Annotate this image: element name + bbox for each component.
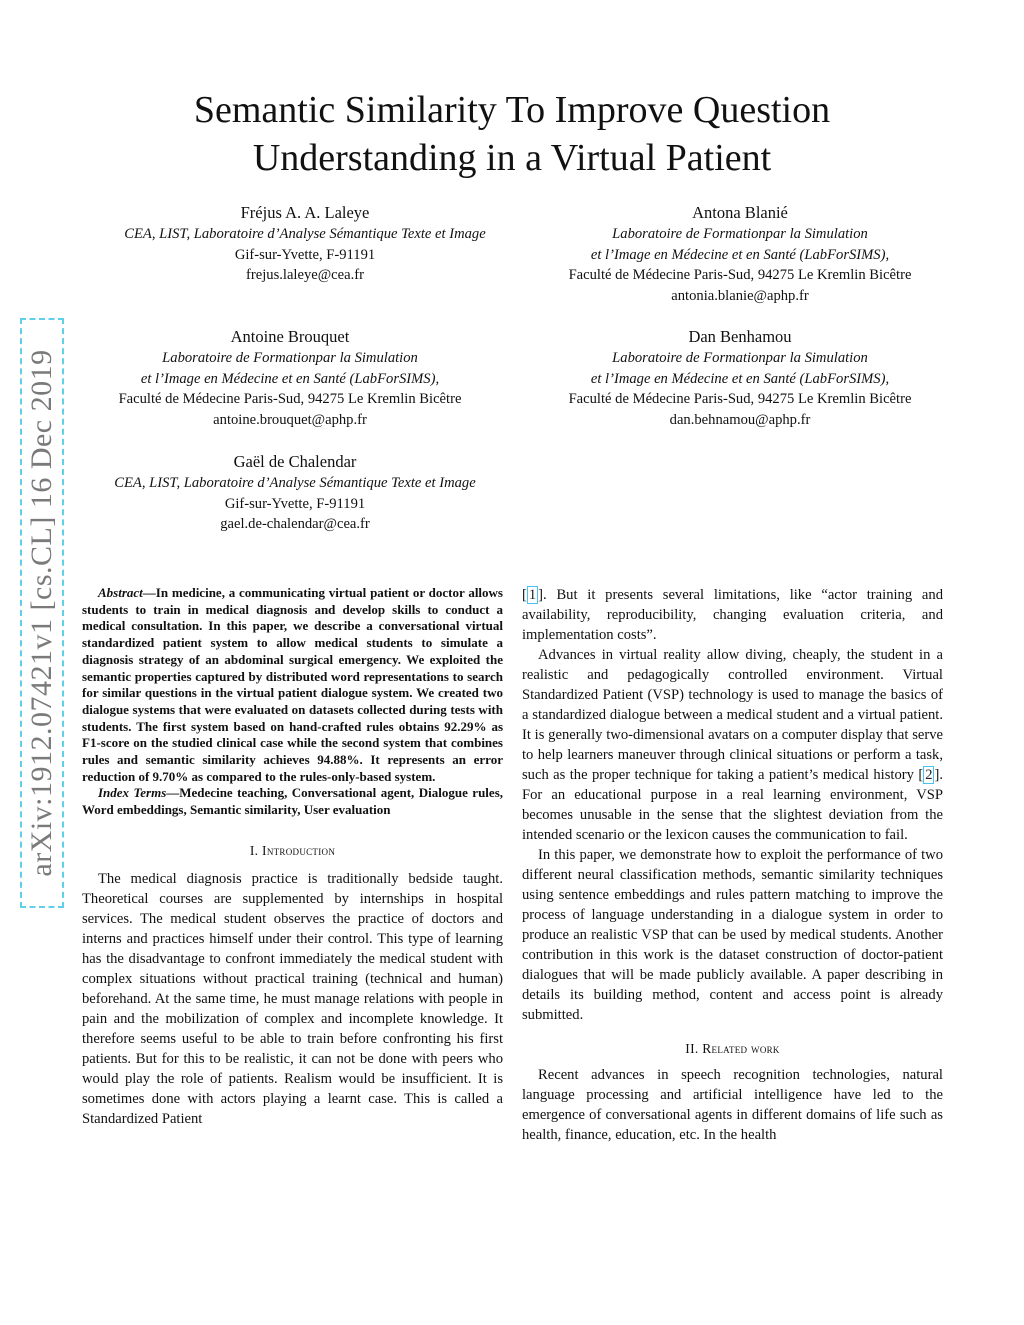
author-email: antonia.blanie@aphp.fr bbox=[671, 287, 809, 304]
section-heading-introduction: I. Introduction bbox=[249, 842, 336, 858]
author-dechalendar bbox=[70, 451, 520, 535]
title-line-1: Semantic Similarity To Improve Question bbox=[193, 89, 831, 131]
author-brouquet bbox=[70, 326, 510, 430]
citation-link[interactable]: 1 bbox=[528, 587, 537, 603]
left-column bbox=[82, 585, 503, 1129]
citation-link[interactable]: 2 bbox=[925, 767, 933, 783]
author-email: frejus.laleye@cea.fr bbox=[246, 267, 364, 283]
index-terms-text: —Medecine teaching, Conversational agent, Dialogue rules, Word embeddings, Semantic similarity, User evaluation bbox=[82, 785, 503, 818]
author-address: Faculté de Médecine Paris-Sud, 94275 Le Kremlin Bicêtre bbox=[568, 267, 912, 283]
author-affiliation: et l’Image en Médecine et en Santé (LabForSIMS), bbox=[590, 370, 890, 387]
author-name: Dan Benhamou bbox=[688, 327, 792, 346]
related-work-paragraph-1: Recent advances in speech recognition technologies, natural language processing and artificial intelligence have led to the emergence of conversational agents in different domains of life such as health, finance, education, etc. In the health bbox=[522, 1067, 943, 1143]
author-affiliation: CEA, LIST, Laboratoire d’Analyse Sémantique Texte et Image bbox=[124, 226, 486, 242]
author-name: Gaël de Chalendar bbox=[233, 452, 357, 471]
intro-paragraph-1: The medical diagnosis practice is traditionally bedside taught. Theoretical courses are supplemented by internships in hospital services. The medical student observes the practice of doctors and interns and practices himself under their control. This type of learning has the disadvantage to confront immediately the medical student with complex situations without practical training (technical and human) beforehand. At the same time, he must manage relations with people in pain and the mobilization of complex and incomplete knowledge. It therefore seems useful to be able to train before confronting his first patients. But for this to be realistic, it can not be done with peers who would play the role of patients. Realism would be insufficient. It is sometimes done with actors playing a learnt case. This is called a Standardized Patient bbox=[82, 870, 503, 1127]
author-address: Faculté de Médecine Paris-Sud, 94275 Le Kremlin Bicêtre bbox=[568, 391, 912, 407]
author-benhamou bbox=[520, 326, 960, 430]
author-name: Antoine Brouquet bbox=[230, 327, 350, 346]
arxiv-stamp-text: arXiv:1912.07421v1 [cs.CL] 16 Dec 2019 bbox=[25, 349, 58, 877]
author-laleye bbox=[80, 202, 530, 286]
abstract-label: Abstract bbox=[98, 585, 143, 600]
title-line-2: Understanding in a Virtual Patient bbox=[252, 137, 772, 179]
author-email: gael.de-chalendar@cea.fr bbox=[220, 516, 370, 532]
paper-title bbox=[0, 86, 1024, 182]
author-affiliation: CEA, LIST, Laboratoire d’Analyse Sémantique Texte et Image bbox=[114, 475, 476, 491]
right-paragraph-0: [ 1 ]. But it presents several limitations, like “actor training and availability, reproducibility, changing evaluation criteria, and implementation costs”. bbox=[522, 587, 943, 643]
author-blanie bbox=[520, 202, 960, 306]
abstract bbox=[82, 585, 503, 785]
author-email: antoine.brouquet@aphp.fr bbox=[213, 411, 367, 428]
author-affiliation: Laboratoire de Formationpar la Simulation bbox=[612, 350, 868, 366]
right-column bbox=[522, 585, 943, 1145]
author-affiliation: et l’Image en Médecine et en Santé (LabForSIMS), bbox=[590, 246, 890, 263]
right-paragraph-1: Advances in virtual reality allow diving, cheaply, the student in a realistic and pedagogically controlled environment. Virtual Standardized Patient (VSP) technology is used to manage the basics of a standardized dialogue between a medical student and a virtual patient. It is generally two-dimensional avatars on a computer display that serve to help learners maneuver through clinical situations or perform a task, such as the proper technique for taking a patient’s medical history [ 2 ]. For an educational purpose in a real learning environment, VSP becomes unusable in the sense that the slightest deviation from the intended scenario or the lexicon causes the communication to fail. bbox=[522, 647, 943, 843]
author-affiliation: et l’Image en Médecine et en Santé (LabForSIMS), bbox=[140, 370, 440, 387]
abstract-text: —In medicine, a communicating virtual patient or doctor allows students to train in medical diagnosis and develop skills to conduct a medical consultation. In this paper, we describe a conversational virtual standardized patient system to allow medical students to simulate a diagnosis strategy of an abdominal surgical emergency. We exploited the semantic properties captured by distributed word representations to search for similar questions in the virtual patient dialogue system. We created two dialogue systems that were evaluated on datasets collected during tests with students. The first system based on hand-crafted rules obtains 92.29% as F1-score on the studied clinical case while the second system that combines rules and semantic similarity achieves 94.88%. It represents an error reduction of 9.70% as compared to the rules-only-based system. bbox=[82, 585, 503, 784]
section-heading-related-work: II. Related work bbox=[685, 1041, 780, 1056]
author-address: Gif-sur-Yvette, F-91191 bbox=[224, 495, 366, 512]
author-address: Faculté de Médecine Paris-Sud, 94275 Le Kremlin Bicêtre bbox=[118, 391, 462, 407]
arxiv-stamp bbox=[20, 318, 64, 908]
author-address: Gif-sur-Yvette, F-91191 bbox=[234, 246, 376, 263]
author-affiliation: Laboratoire de Formationpar la Simulation bbox=[612, 226, 868, 242]
author-affiliation: Laboratoire de Formationpar la Simulation bbox=[162, 350, 418, 366]
right-paragraph-2: In this paper, we demonstrate how to exploit the performance of two different neural classification methods, semantic similarity techniques using sentence embeddings and rules pattern matching to improve the process of language understanding in a dialogue system in order to produce an realistic VSP that can be used by medical students. Another contribution in this work is the dataset construction of doctor-patient dialogues that will be made publicly available. A paper describing in details its building method, content and access point is already submitted. bbox=[522, 847, 943, 1023]
index-terms bbox=[82, 785, 503, 818]
index-terms-label: Index Terms bbox=[98, 785, 167, 801]
author-email: dan.behnamou@aphp.fr bbox=[669, 411, 811, 428]
author-name: Antona Blanié bbox=[692, 203, 788, 222]
author-name: Fréjus A. A. Laleye bbox=[240, 203, 370, 222]
